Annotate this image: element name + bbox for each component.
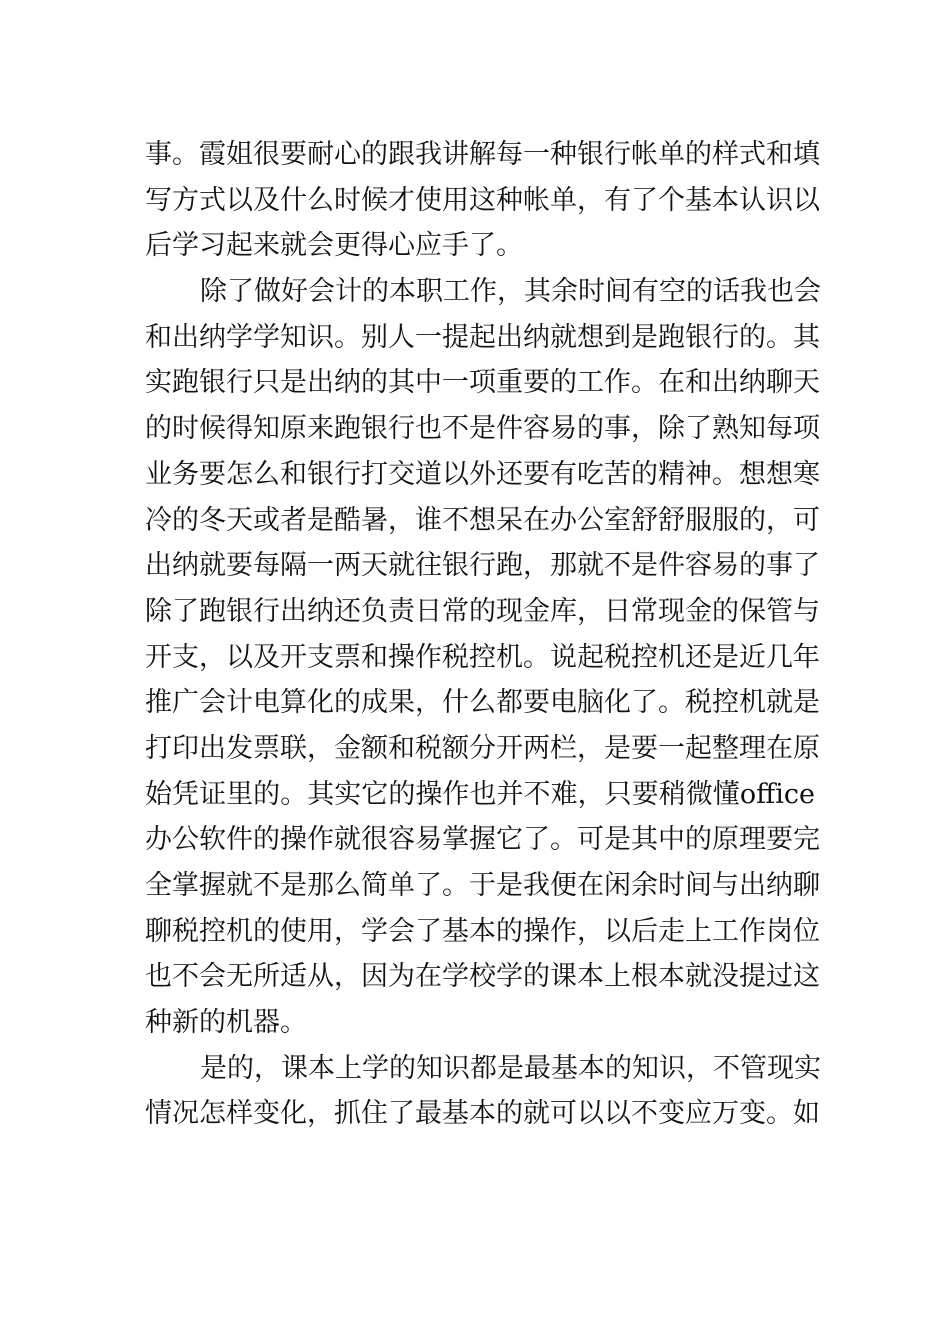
text-line: 始凭证里的。其实它的操作也并不难，只要稍微懂office <box>145 778 815 810</box>
text-line: 冷的冬天或者是酷暑，谁不想呆在办公室舒舒服服的，可 <box>145 504 820 536</box>
text-line: 也不会无所适从，因为在学校学的课本上根本就没提过这 <box>145 961 820 993</box>
text-line: 业务要怎么和银行打交道以外还要有吃苦的精神。想想寒 <box>145 458 820 490</box>
text-line: 办公软件的操作就很容易掌握它了。可是其中的原理要完 <box>145 824 820 856</box>
text-line: 的时候得知原来跑银行也不是件容易的事，除了熟知每项 <box>145 413 820 445</box>
text-line: 实跑银行只是出纳的其中一项重要的工作。在和出纳聊天 <box>145 367 820 399</box>
paragraph-first-line: 除了做好会计的本职工作，其余时间有空的话我也会 <box>200 276 821 308</box>
text-line: 出纳就要每隔一两天就往银行跑，那就不是件容易的事了 <box>145 550 820 582</box>
text-line: 事。霞姐很要耐心的跟我讲解每一种银行帐单的样式和填 <box>145 139 820 170</box>
text-line: 种新的机器。 <box>145 1007 307 1039</box>
text-line: 开支，以及开支票和操作税控机。说起税控机还是近几年 <box>145 641 820 673</box>
text-line: 打印出发票联，金额和税额分开两栏，是要一起整理在原 <box>145 732 820 764</box>
paragraph-first-line: 是的，课本上学的知识都是最基本的知识，不管现实 <box>200 1052 821 1084</box>
text-line: 除了跑银行出纳还负责日常的现金库，日常现金的保管与 <box>145 595 820 627</box>
text-line: 聊税控机的使用，学会了基本的操作，以后走上工作岗位 <box>145 915 820 947</box>
text-line: 推广会计电算化的成果，什么都要电脑化了。税控机就是 <box>145 687 820 719</box>
body-text <box>145 132 821 1137</box>
text-line: 全掌握就不是那么简单了。于是我便在闲余时间与出纳聊 <box>145 870 820 901</box>
text-line: 和出纳学学知识。别人一提起出纳就想到是跑银行的。其 <box>145 321 820 353</box>
text-line: 后学习起来就会更得心应手了。 <box>145 230 523 262</box>
text-line: 写方式以及什么时候才使用这种帐单，有了个基本认识以 <box>145 184 820 216</box>
text-line: 情况怎样变化，抓住了最基本的就可以以不变应万变。如 <box>145 1098 820 1130</box>
